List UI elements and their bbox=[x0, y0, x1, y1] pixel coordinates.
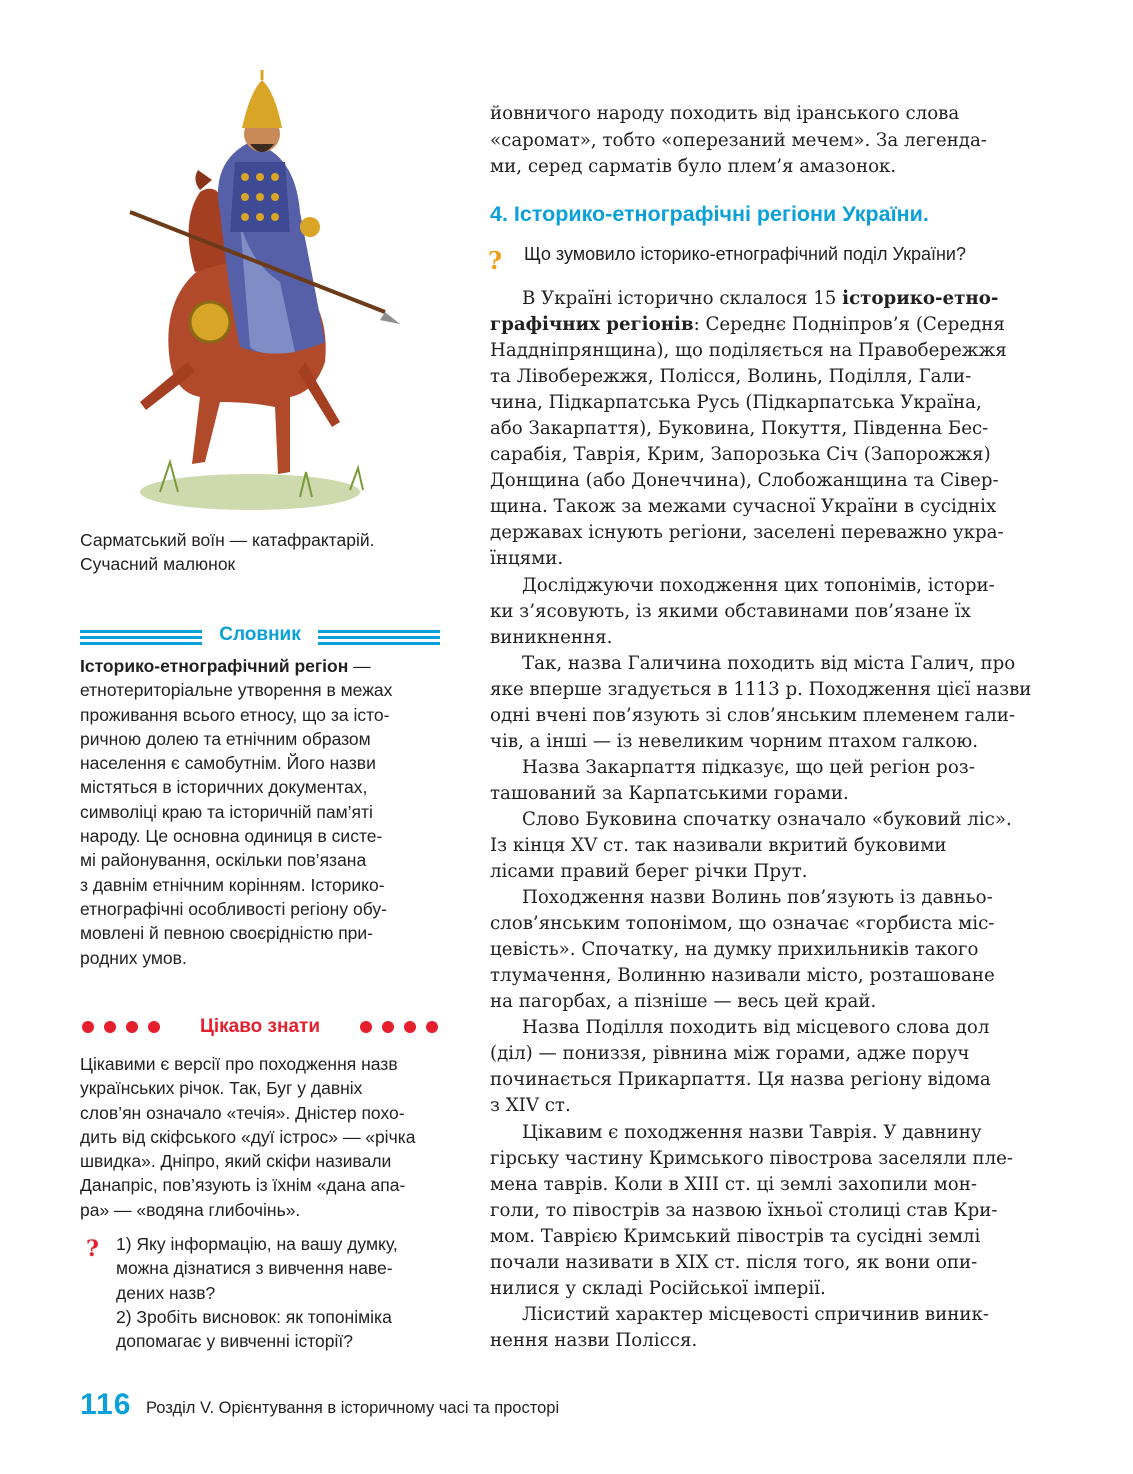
facts-line: дить від скіфського «дуї істрос» — «річка bbox=[80, 1126, 416, 1147]
glossary-line: мі районування, оскільки пов’язана bbox=[80, 850, 367, 871]
glossary-line: мовлені й певною своєрідністю при- bbox=[80, 923, 374, 944]
text-line: ми, серед сарматів було плем’я амазонок. bbox=[490, 156, 897, 177]
question-line: дених назв? bbox=[116, 1282, 216, 1303]
text-line: починається Прикарпаття. Ця назва регіону відома bbox=[490, 1069, 991, 1091]
text-line: цевість». Спочатку, на думку прихильників такого bbox=[490, 939, 979, 961]
glossary-line: етнографічні особливості регіону обу- bbox=[80, 898, 387, 919]
text-line: виникнення. bbox=[490, 626, 613, 648]
chapter-title: Розділ V. Орієнтування в історичному часі та просторі bbox=[146, 1399, 560, 1417]
question-line: 2) Зробіть висновок: як топоніміка bbox=[116, 1306, 392, 1327]
glossary-line: з давнім етнічним корінням. Історико- bbox=[80, 874, 385, 895]
text-line: на пагорбах, а пізніше — весь цей край. bbox=[490, 991, 877, 1013]
text-line: слов’янським топонімом, що означає «горбиста міс- bbox=[490, 913, 995, 935]
right-stripes-decoration bbox=[318, 630, 440, 648]
facts-title: Цікаво знати bbox=[199, 1016, 321, 1037]
text-line: ки з’ясовують, із якими обставинами пов’язане їх bbox=[490, 600, 971, 622]
question-line: можна дізнатися з вивчення наве- bbox=[116, 1258, 393, 1279]
caption-line: Сучасний малюнок bbox=[80, 554, 236, 574]
facts-questions bbox=[116, 1232, 398, 1353]
caption-line: Сарматський воїн — катафрактарій. bbox=[80, 530, 375, 550]
text-span: В Україні історично склалося 15 bbox=[522, 288, 843, 309]
question-mark-icon: ? bbox=[86, 1236, 99, 1262]
text-line: одні вчені пов’язують зі слов’янським племенем гали- bbox=[490, 704, 1016, 726]
text-line: «саромат», тобто «оперезаний мечем». За легенда- bbox=[490, 129, 987, 151]
text-span: : Середнє Подніпров’я (Середня bbox=[693, 314, 1005, 336]
facts-line: Цікавими є версії про походження назв bbox=[80, 1054, 398, 1074]
glossary-text bbox=[80, 654, 450, 970]
illustration-caption bbox=[80, 528, 440, 576]
text-line: та Лівобережжя, Полісся, Волинь, Поділля, Гали- bbox=[490, 366, 972, 388]
section-heading: 4. Історико-етнографічні регіони України. bbox=[490, 202, 929, 226]
text-line: Слово Буковина спочатку означало «буковий ліс». bbox=[522, 808, 1012, 830]
text-line: ташований за Карпатськими горами. bbox=[490, 782, 849, 804]
glossary-line: — bbox=[348, 656, 371, 676]
section-question: Що зумовило історико-етнографічний поділ України? bbox=[524, 244, 966, 264]
question-line: допомагає у вивченні історії? bbox=[116, 1331, 353, 1352]
text-line: Лісистий характер місцевості спричинив виник- bbox=[522, 1303, 990, 1325]
text-line: (діл) — пониззя, рівнина між горами, адже поруч bbox=[490, 1043, 970, 1065]
bold-term: графічних регіонів bbox=[490, 314, 694, 336]
question-mark-icon: ? bbox=[488, 246, 503, 275]
text-line: сарабія, Таврія, Крим, Запорозька Січ (Запорожжя) bbox=[490, 444, 991, 466]
facts-text bbox=[80, 1052, 450, 1222]
right-dots-decoration bbox=[360, 1021, 438, 1033]
facts-line: ра» — «водяна глибочінь». bbox=[80, 1199, 301, 1220]
glossary-line: населення є самобутнім. Його назви bbox=[80, 753, 376, 774]
text-line: їнцями. bbox=[490, 548, 564, 570]
text-line: тлумачення, Волинню називали місто, розташоване bbox=[490, 965, 995, 987]
text-line: Із кінця XV ст. так називали вкритий буковими bbox=[490, 834, 947, 856]
text-line: голи, то півострів за назвою їхньої столиці став Кри- bbox=[490, 1199, 998, 1221]
glossary-line: містяться в історичних документах, bbox=[80, 777, 368, 798]
bold-term: історико-етно- bbox=[842, 288, 999, 309]
text-line: мом. Таврією Кримський півострів та сусідні землі bbox=[490, 1225, 981, 1247]
text-line: нення назви Полісся. bbox=[490, 1329, 698, 1351]
glossary-line: проживання всього етносу, що за істо- bbox=[80, 704, 390, 725]
glossary-line: етнотериторіальне утворення в межах bbox=[80, 680, 393, 701]
text-line: державах існують регіони, заселені переважно укра- bbox=[490, 522, 1004, 544]
glossary-title: Словник bbox=[219, 624, 301, 645]
facts-line: швидка». Дніпро, який скіфи називали bbox=[80, 1151, 392, 1172]
text-line: Походження назви Волинь пов’язують із давньо- bbox=[522, 887, 993, 909]
text-line: Наддніпрянщина), що поділяється на Правобережжя bbox=[490, 340, 1007, 362]
text-line: Назва Поділля походить від місцевого слова дол bbox=[522, 1017, 990, 1039]
glossary-line: ричною долею та етнічним образом bbox=[80, 728, 371, 749]
facts-line: слов’ян означало «течія». Дністер похо- bbox=[80, 1102, 405, 1123]
facts-heading bbox=[80, 1014, 440, 1040]
text-line: яке вперше згадується в 1113 р. Походження цієї назви bbox=[490, 678, 1032, 700]
glossary-line: символіці краю та історичній пам’яті bbox=[80, 801, 373, 822]
text-line: щина. Також за межами сучасної України в сусідніх bbox=[490, 496, 997, 518]
page-number: 116 bbox=[80, 1388, 132, 1421]
text-line: з XIV ст. bbox=[490, 1095, 571, 1117]
facts-line: українських річок. Так, Буг у давніх bbox=[80, 1078, 363, 1099]
text-line: Цікавим є походження назви Таврія. У давнину bbox=[522, 1121, 982, 1143]
glossary-line: народу. Це основна одиниця в систе- bbox=[80, 826, 383, 847]
text-line: Назва Закарпаття підказує, що цей регіон роз- bbox=[522, 756, 975, 778]
question-line: 1) Яку інформацію, на вашу думку, bbox=[116, 1234, 398, 1254]
text-line: або Закарпаття), Буковина, Покуття, Південна Бес- bbox=[490, 418, 989, 440]
text-line: чів, а інші — із невеликим чорним птахом галкою. bbox=[490, 730, 978, 752]
facts-line: Данапріс, пов’язують із їхнім «дана апа- bbox=[80, 1175, 406, 1196]
glossary-term: Історико-етнографічний регіон bbox=[80, 656, 349, 676]
text-line: лісами правий берег річки Прут. bbox=[490, 861, 808, 883]
continued-paragraph bbox=[490, 101, 1060, 181]
glossary-heading bbox=[80, 622, 440, 648]
body-text bbox=[490, 286, 1060, 1354]
text-line: мена таврів. Коли в XIII ст. ці землі захопили мон- bbox=[490, 1173, 977, 1195]
text-line: почали називати в XIX ст. після того, як вони опи- bbox=[490, 1251, 978, 1273]
sarmatian-warrior-illustration bbox=[100, 62, 400, 512]
text-line: Досліджуючи походження цих топонімів, істори- bbox=[522, 574, 995, 596]
text-line: гірську частину Кримського півострова заселяли пле- bbox=[490, 1147, 1014, 1169]
text-line: Так, назва Галичина походить від міста Галич, про bbox=[522, 652, 1016, 674]
text-line: йовничого народу походить від іранського слова bbox=[490, 103, 960, 124]
text-line: Донщина (або Донеччина), Слобожанщина та Сівер- bbox=[490, 470, 999, 492]
glossary-line: родних умов. bbox=[80, 947, 187, 968]
text-line: нилися у складі Російської імперії. bbox=[490, 1277, 826, 1299]
text-line: чина, Підкарпатська Русь (Підкарпатська Україна, bbox=[490, 392, 982, 414]
